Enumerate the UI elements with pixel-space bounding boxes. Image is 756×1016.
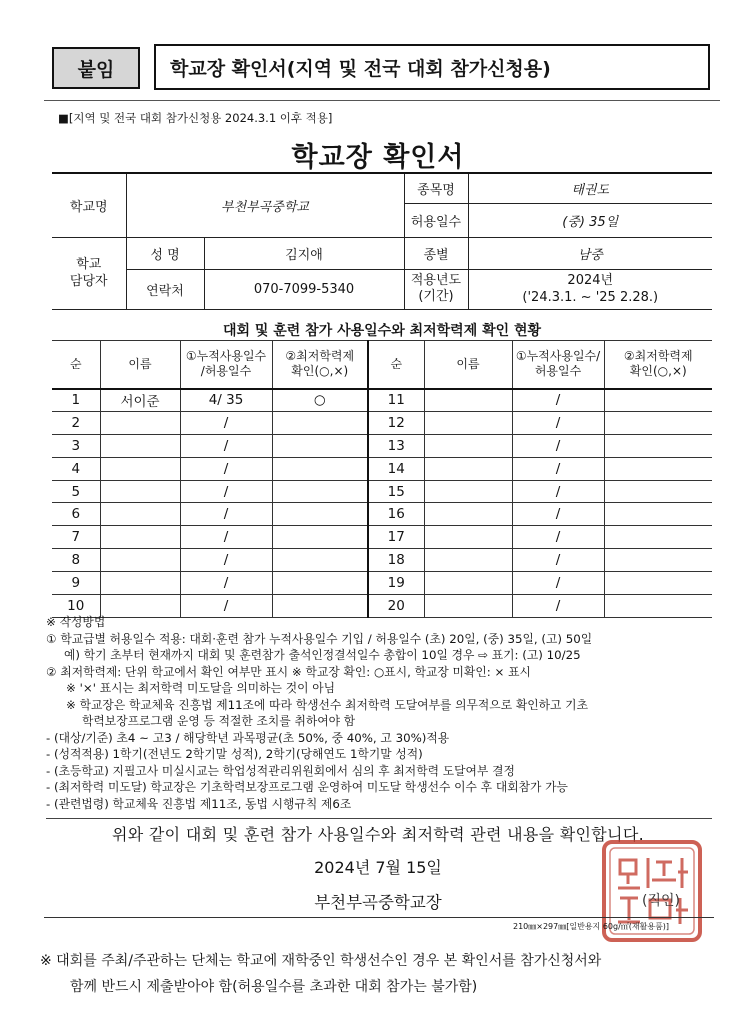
student-name [100,526,180,549]
instruction-line: 예) 학기 초부터 현재까지 대회 및 훈련참가 출석인정결석일수 총합이 10일 경우 ⇨ 표기: (고) 10/25 [64,648,581,662]
usage-section-title: 대회 및 훈련 참가 사용일수와 최저학력제 확인 현황 [222,323,542,339]
student-name [100,434,180,457]
days-used: / [180,457,272,480]
contact-value: 070-7099-5340 [204,269,404,309]
row-number: 3 [52,434,100,457]
student-name [100,503,180,526]
student-name [424,480,512,503]
min-grade-check [604,526,712,549]
student-name [424,572,512,595]
days-used: / [180,526,272,549]
form-title: 학교장 확인서(지역 및 전국 대회 참가신청용) [154,44,710,90]
row-number: 17 [368,526,424,549]
min-grade-check [272,526,368,549]
row-number: 13 [368,434,424,457]
table-row [52,411,712,434]
confirmation-statement: 위와 같이 대회 및 훈련 참가 사용일수와 최저학력 관련 내용을 확인합니다. [112,825,644,844]
days-used: / [180,503,272,526]
student-name [424,526,512,549]
days-used: / [512,595,604,618]
days-used: / [180,549,272,572]
student-name [100,457,180,480]
teacher-label: 학교 담당자 [52,237,126,309]
min-grade-check: ○ [272,389,368,412]
min-grade-check [272,549,368,572]
info-table [52,172,712,310]
instruction-line: ※ 학교장은 학교체육 진흥법 제11조에 따라 학생선수 최저학력 도달여부를 의무적으로 확인하고 기초 [66,697,588,712]
row-number: 15 [368,480,424,503]
name-value: 김지애 [204,237,404,269]
school-name-label: 학교명 [52,173,126,237]
divider [44,917,714,918]
row-number: 8 [52,549,100,572]
min-grade-check [272,411,368,434]
table-row [52,457,712,480]
col-header-no: 순 [52,341,100,389]
allowed-days-label: 허용일수 [404,203,468,237]
min-grade-check [604,480,712,503]
days-used: / [512,526,604,549]
footer-note-line: ※ 대회를 주최/주관하는 단체는 학교에 재학중인 학생선수인 경우 본 확인서를 참가신청서와 [40,953,602,969]
table-row [52,434,712,457]
row-number: 11 [368,389,424,412]
student-name [424,411,512,434]
student-name: 서이준 [100,389,180,412]
days-used: / [180,434,272,457]
student-name [424,434,512,457]
applies-note: ■[지역 및 전국 대회 참가신청용 2024.3.1 이후 적용] [58,111,333,125]
instruction-line: - (관련법령) 학교체육 진흥법 제11조, 동법 시행규칙 제6조 [46,796,352,811]
row-number: 20 [368,595,424,618]
table-row [52,549,712,572]
instruction-line: - (성적적용) 1학기(전년도 2학기말 성적), 2학기(당해연도 1학기말 성적) [46,747,423,761]
min-grade-check [604,411,712,434]
col-header-no-2: 순 [368,341,424,389]
row-number: 1 [52,389,100,412]
contact-label: 연락처 [126,269,204,309]
days-used: / [180,572,272,595]
attachment-label: 붙임 [52,47,140,89]
paper-spec: 210㎜×297㎜[일반용지 60g/㎡(재활용품)] [513,922,670,931]
row-number: 12 [368,411,424,434]
student-name [424,549,512,572]
student-name [424,389,512,412]
row-number: 16 [368,503,424,526]
category-value: 남중 [468,237,712,269]
document-title: 학교장 확인서 [291,142,465,173]
year-value: 2024년 [567,273,614,288]
instruction-line: ② 최저학력제: 단위 학교에서 확인 여부만 표시 ※ 학교장 확인: ○표시, 학교장 미확인: × 표시 [46,664,531,679]
period-value: ('24.3.1. ~ '25 2.28.) [522,290,659,305]
table-row [52,503,712,526]
instruction-line: - (대상/기준) 초4 ~ 고3 / 해당학년 과목평균(초 50%, 중 40%, 고 30%)적용 [46,730,450,745]
year-label: 적용년도 (기간) [404,269,468,309]
col-header-days-2: ①누적사용일수/ 허용일수 [512,341,604,389]
school-name-value: 부천부곡중학교 [126,173,404,237]
row-number: 19 [368,572,424,595]
usage-table [52,340,712,618]
allowed-days-value: (중) 35일 [468,203,712,237]
row-number: 9 [52,572,100,595]
days-used: / [512,434,604,457]
sport-label: 종목명 [404,173,468,203]
min-grade-check [604,503,712,526]
days-used: / [512,480,604,503]
student-name [424,503,512,526]
min-grade-check [604,549,712,572]
category-label: 종별 [404,237,468,269]
col-header-min-grade-2: ②최저학력제 확인(○,×) [604,341,712,389]
days-used: / [180,411,272,434]
days-used: / [180,595,272,618]
min-grade-check [604,389,712,412]
row-number: 7 [52,526,100,549]
table-row [52,572,712,595]
student-name [100,549,180,572]
table-row [52,389,712,412]
days-used: / [180,480,272,503]
min-grade-check [604,434,712,457]
row-number: 4 [52,457,100,480]
days-used: / [512,549,604,572]
sport-value: 태권도 [468,173,712,203]
divider [44,100,720,101]
student-name [424,457,512,480]
days-used: / [512,457,604,480]
min-grade-check [272,434,368,457]
instruction-line: - (최저학력 미도달) 학교장은 기초학력보장프로그램 운영하여 미도달 학생선수 이수 후 대회참가 가능 [46,780,568,794]
days-used: / [512,572,604,595]
row-number: 5 [52,480,100,503]
instruction-line: 학력보장프로그램 운영 등 적절한 조치를 취하여야 함 [82,714,356,728]
col-header-min-grade: ②최저학력제 확인(○,×) [272,341,368,389]
min-grade-check [604,572,712,595]
instructions [46,614,716,812]
instruction-line: ① 학교급별 허용일수 적용: 대회·훈련 참가 누적사용일수 기입 / 허용일수 (초) 20일, (중) 35일, (고) 50일 [46,631,593,646]
min-grade-check [272,457,368,480]
min-grade-check [272,503,368,526]
instruction-line: - (초등학교) 지필고사 미실시교는 학업성적관리위원회에서 심의 후 최저학력 도달여부 결정 [46,763,515,778]
footer-note [40,948,720,1000]
sign-date: 2024년 7월 15일 [314,858,442,877]
days-used: / [512,411,604,434]
col-header-name-2: 이름 [424,341,512,389]
student-name [100,572,180,595]
instruction-line: ※ '×' 표시는 최저학력 미도달을 의미하는 것이 아님 [66,681,336,695]
col-header-days: ①누적사용일수 /허용일수 [180,341,272,389]
row-number: 6 [52,503,100,526]
footer-note-line: 함께 반드시 제출받아야 함(허용일수를 초과한 대회 참가는 불가함) [70,979,478,995]
row-number: 2 [52,411,100,434]
name-label: 성 명 [126,237,204,269]
table-row [52,480,712,503]
min-grade-check [604,457,712,480]
days-used: 4/ 35 [180,389,272,412]
col-header-name: 이름 [100,341,180,389]
year-cell [468,269,712,309]
row-number: 14 [368,457,424,480]
row-number: 18 [368,549,424,572]
student-name [100,411,180,434]
days-used: / [512,389,604,412]
divider [46,818,712,819]
instruction-heading: ※ 작성방법 [46,615,106,629]
student-name [100,480,180,503]
days-used: / [512,503,604,526]
min-grade-check [272,572,368,595]
seal-label: (직인) [642,893,680,909]
row-number: 10 [52,595,100,618]
principal-signature-line: 부천부곡중학교장 [314,893,442,912]
table-row [52,526,712,549]
min-grade-check [272,480,368,503]
